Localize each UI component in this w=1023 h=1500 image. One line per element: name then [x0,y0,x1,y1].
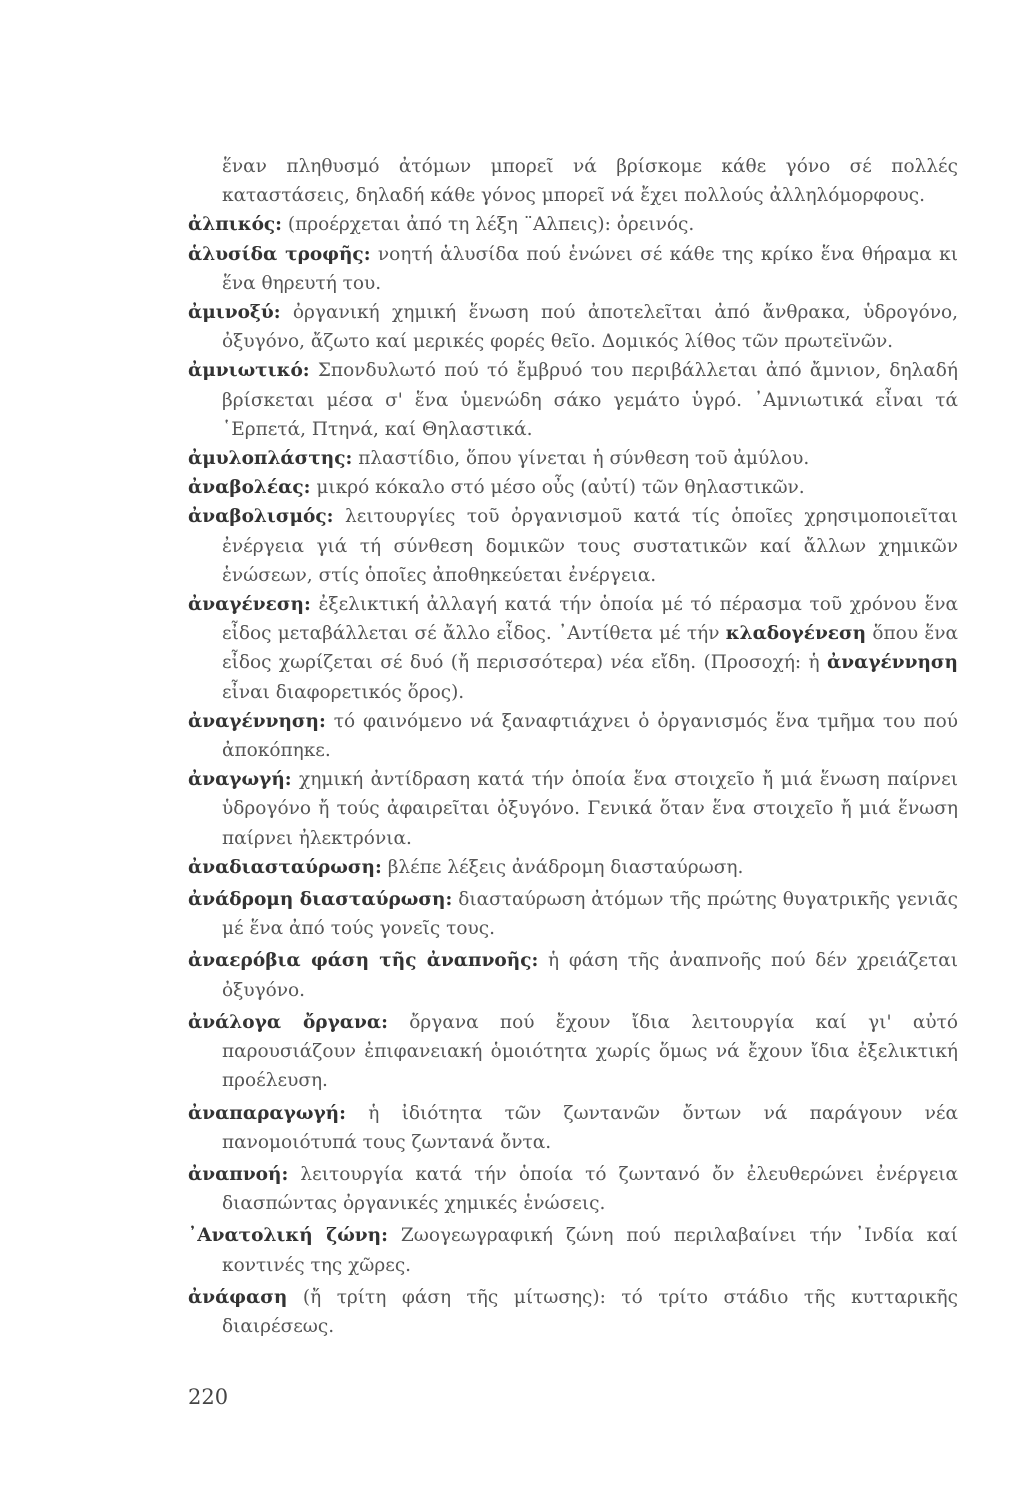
entry-term: ἀνάφαση [188,1286,288,1308]
entry-term: ἀμυλοπλάστης: [188,448,353,470]
entry-term: ἀναγένεση: [188,594,311,616]
glossary-entry [188,946,958,1004]
glossary-entry [188,1221,958,1279]
entry-term: ἁλυσίδα τροφῆς: [188,243,371,265]
glossary-entry [188,356,958,444]
glossary-entry [188,1160,958,1218]
entry-definition: νοητή ἁλυσίδα πού ἑνώνει σέ κάθε της κρίκο ἕνα θήραμα κι ἕνα θηρευτή του. [222,243,958,294]
glossary-entry [188,210,958,239]
entry-definition-part: εἶναι διαφορετικός ὅρος). [222,681,465,703]
entry-definition: (προέρχεται ἀπό τη λέξη ¨Αλπεις): ὀρεινός. [282,214,695,236]
entry-term: ἀναπαραγωγή: [188,1102,346,1124]
page-number: 220 [188,1385,229,1409]
entry-term: ἀμινοξύ: [188,302,281,324]
glossary-entry [188,765,958,853]
entry-definition: βλέπε λέξεις ἀνάδρομη διασταύρωση. [381,856,744,878]
entry-term: ἀναγέννηση: [188,710,326,732]
glossary-entry [188,1008,958,1096]
entry-term: ἀναβολισμός: [188,506,334,528]
continued-definition: ἕναν πληθυσμό ἀτόμων μπορεῖ νά βρίσκομε κάθε γόνο σέ πολλές καταστάσεις, δηλαδή κάθε γόνος μπορεῖ νά ἔχει πολλούς ἀλληλόμορφους. [222,156,958,207]
glossary-entry [188,590,958,707]
entry-term: ᾿Ανατολική ζώνη: [188,1225,388,1247]
glossary-entry [188,1099,958,1157]
entry-term: ἀνάλογα ὄργανα: [188,1011,388,1033]
entry-definition: Ζωογεωγραφική ζώνη πού περιλαβαίνει τήν ᾿Ινδία καί κοντινές της χῶρες. [222,1225,958,1276]
glossary-entry [188,707,958,765]
entry-definition: διασταύρωση ἀτόμων τῆς πρώτης θυγατρικῆς γενιᾶς μέ ἕνα ἀπό τούς γονεῖς τους. [222,889,958,940]
entry-definition: λειτουργίες τοῦ ὀργανισμοῦ κατά τίς ὁποῖες χρησιμοποιεῖται ἐνέργεια γιά τή σύνθεση δομικῶν τους συστατικῶν καί ἄλλων χημικῶν ἑνώσεων, στίς ὁποῖες ἀποθηκεύεται ἐνέργεια. [222,506,958,586]
glossary-entry [188,502,958,590]
cross-reference-term: ἀναγέννηση [827,652,958,674]
entry-term: ἀναερόβια φάση τῆς ἀναπνοῆς: [188,950,539,972]
entry-definition-part: ἐξελικτική ἀλλαγή κατά τήν ὁποία μέ τό πέρασμα τοῦ χρόνου ἕνα εἶδος μεταβάλλεται σέ ἄλλο εἶδος. ᾿Αντίθετα μέ τήν [222,594,958,645]
entry-definition: (ἤ τρίτη φάση τῆς μίτωσης): τό τρίτο στάδιο τῆς κυτταρικῆς διαιρέσεως. [222,1286,958,1337]
entry-term: ἀμνιωτικό: [188,360,310,382]
glossary-entry [188,1283,958,1341]
entry-definition: πλαστίδιο, ὅπου γίνεται ἡ σύνθεση τοῦ ἀμύλου. [352,448,810,470]
entry-definition: ἡ ἰδιότητα τῶν ζωντανῶν ὄντων νά παράγουν νέα πανομοιότυπά τους ζωντανά ὄντα. [222,1102,958,1153]
entry-definition: τό φαινόμενο νά ξαναφτιάχνει ὁ ὀργανισμός ἕνα τμῆμα του πού ἀποκόπηκε. [222,710,958,762]
entry-term: ἀναγωγή: [188,769,292,791]
entry-definition: χημική ἀντίδραση κατά τήν ὁποία ἕνα στοιχεῖο ἤ μιά ἕνωση παίρνει ὑδρογόνο ἤ τούς ἀφαιρεῖται ὀξυγόνο. Γενικά ὅταν ἕνα στοιχεῖο ἤ μιά ἕνωση παίρνει ἠλεκτρόνια. [222,769,958,849]
entry-definition: ὀργανική χημική ἕνωση πού ἀποτελεῖται ἀπό ἄνθρακα, ὑδρογόνο, ὀξυγόνο, ἄζωτο καί μερικές φορές θεῖο. Δομικός λίθος τῶν πρωτεϊνῶν. [222,302,958,353]
entry-definition: ὄργανα πού ἔχουν ἴδια λειτουργία καί γι' αὐτό παρουσιάζουν ἐπιφανειακή ὁμοιότητα χωρίς ὅμως νά ἔχουν ἴδια ἐξελικτική προέλευση. [222,1011,958,1092]
entry-definition: ἡ φάση τῆς ἀναπνοῆς πού δέν χρειάζεται ὀξυγόνο. [222,950,959,1001]
entry-definition: Σπονδυλωτό πού τό ἔμβρυό του περιβάλλεται ἀπό ἄμνιον, δηλαδή βρίσκεται μέσα σ' ἕνα ὑμενώδη σάκο γεμάτο ὑγρό. ᾿Αμνιωτικά εἶναι τά ῾Ερπετά, Πτηνά, καί Θηλαστικά. [222,360,958,440]
entry-definition-part: ὅπου ἕνα εἶδος χωρίζεται σέ δυό (ἤ περισσότερα) νέα εἴδη. (Προσοχή: ἡ [222,623,958,674]
glossary-entry [188,298,958,356]
glossary-entry [188,885,958,943]
glossary-page-content [188,152,958,1341]
cross-reference-term: κλαδογένεση [725,623,867,645]
entry-definition: λειτουργία κατά τήν ὁποία τό ζωντανό ὄν ἐλευθερώνει ἐνέργεια διασπώντας ὀργανικές χημικές ἑνώσεις. [222,1163,958,1215]
glossary-entry [188,473,958,502]
entry-term: ἀλπικός: [188,214,282,236]
entry-term: ἀναπνοή: [188,1163,289,1185]
entry-term: ἀνάδρομη διασταύρωση: [188,889,453,911]
glossary-entry [188,444,958,473]
entry-definition: μικρό κόκαλο στό μέσο οὖς (αὐτί) τῶν θηλαστικῶν. [310,477,805,499]
entry-term: ἀναβολέας: [188,477,311,499]
glossary-entry [188,853,958,882]
entry-term: ἀναδιασταύρωση: [188,856,382,878]
glossary-entry [188,240,958,298]
